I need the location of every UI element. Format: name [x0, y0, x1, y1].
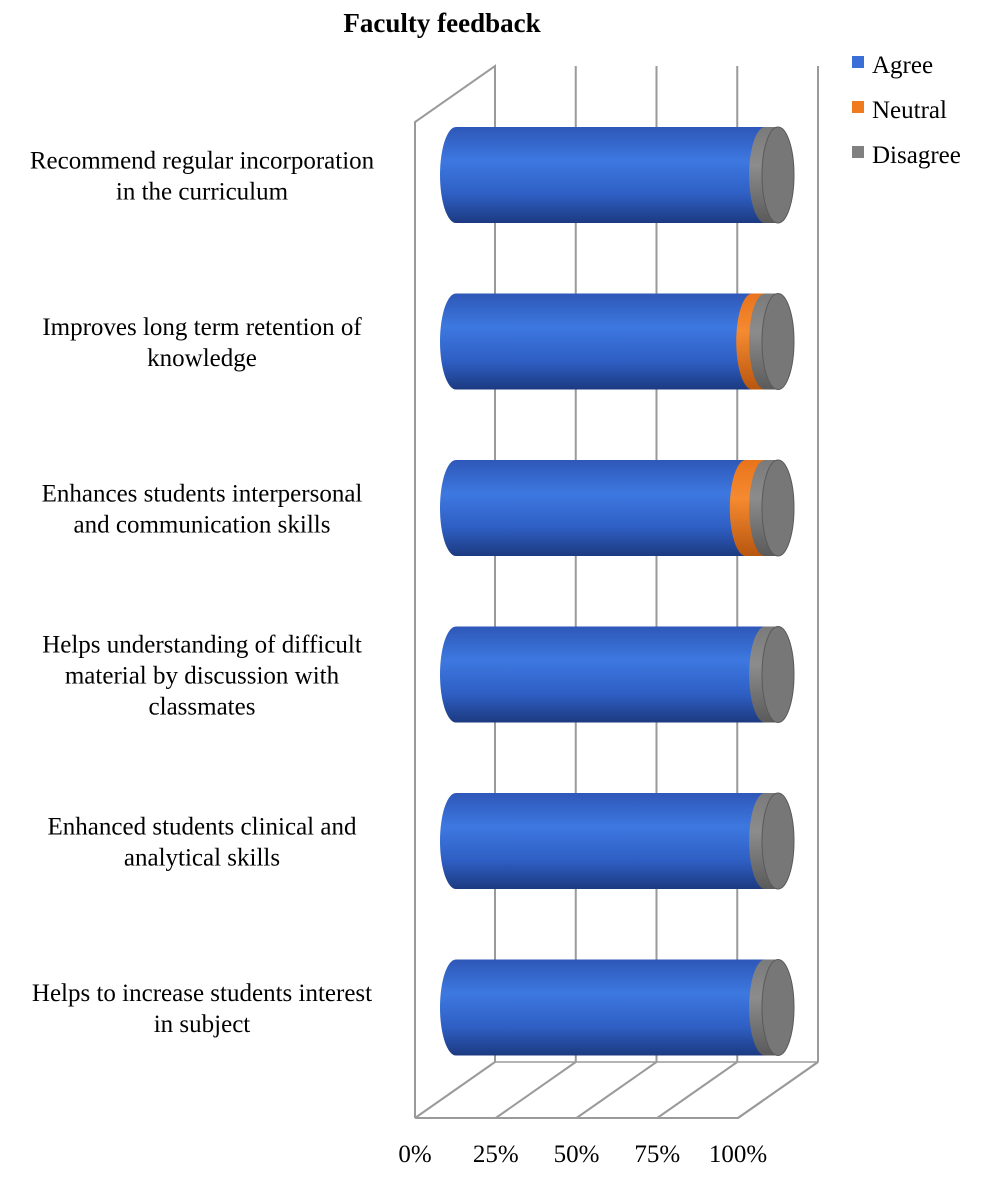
category-label: [30, 148, 375, 206]
legend: [852, 52, 961, 169]
bar-segment-agree: [440, 793, 781, 889]
bar-end-cap: [762, 294, 794, 390]
floor-gridline: [657, 1062, 737, 1118]
category-label: [42, 481, 363, 539]
bar-end-cap: [762, 460, 794, 556]
floor-gridline: [496, 1062, 576, 1118]
category-label-line: Helps to increase students interest: [31, 980, 373, 1007]
category-label-line: Enhances students interpersonal: [41, 480, 363, 508]
bar-segment-agree: [440, 960, 781, 1056]
category-label: [32, 980, 372, 1038]
bar-end-cap: [762, 793, 794, 889]
legend-label: Disagree: [872, 142, 961, 169]
x-tick-label: 25%: [472, 1141, 519, 1168]
x-tick-label: 75%: [634, 1141, 681, 1168]
legend-label: Agree: [872, 52, 934, 79]
x-tick-label: 0%: [398, 1141, 432, 1168]
legend-label: Neutral: [872, 97, 947, 124]
bar-segment-agree: [440, 460, 762, 556]
category-label-line: Helps understanding of difficult: [42, 631, 362, 659]
bar-agree: [440, 460, 762, 556]
floor-gridline: [738, 1062, 818, 1118]
legend-swatch: [852, 56, 864, 68]
category-label-line: and communication skills: [73, 511, 331, 539]
bars: [440, 127, 794, 1056]
category-label-line: in the curriculum: [115, 178, 289, 206]
category-labels: [30, 148, 375, 1039]
category-label-line: classmates: [148, 693, 256, 721]
bar-segment-agree: [440, 627, 781, 723]
bar-agree: [440, 127, 781, 223]
floor-gridline: [577, 1062, 657, 1118]
category-label-line: material by discussion with: [64, 662, 340, 690]
category-label-line: Enhanced students clinical and: [47, 813, 357, 841]
category-label-line: analytical skills: [123, 844, 281, 872]
category-label-line: in subject: [153, 1011, 251, 1038]
bar-agree: [440, 793, 781, 889]
x-tick-label: 50%: [553, 1141, 600, 1168]
x-tick-labels: [398, 1141, 767, 1168]
legend-swatch: [852, 101, 864, 113]
category-label: [42, 632, 362, 721]
category-label: [48, 814, 357, 872]
legend-swatch: [852, 146, 864, 158]
category-label-line: Recommend regular incorporation: [29, 147, 375, 175]
bar-end-cap: [762, 627, 794, 723]
bar-end-cap: [762, 960, 794, 1056]
bar-agree: [440, 294, 768, 390]
x-tick-label: 100%: [708, 1141, 768, 1168]
chart-title: Faculty feedback: [343, 8, 541, 38]
category-label: [42, 314, 362, 372]
bar-segment-agree: [440, 294, 768, 390]
bar-end-cap: [762, 127, 794, 223]
category-label-line: Improves long term retention of: [42, 314, 362, 341]
bar-segment-agree: [440, 127, 781, 223]
floor-gridline: [415, 1062, 495, 1118]
bar-agree: [440, 627, 781, 723]
category-label-line: knowledge: [147, 345, 257, 372]
bar-agree: [440, 960, 781, 1056]
